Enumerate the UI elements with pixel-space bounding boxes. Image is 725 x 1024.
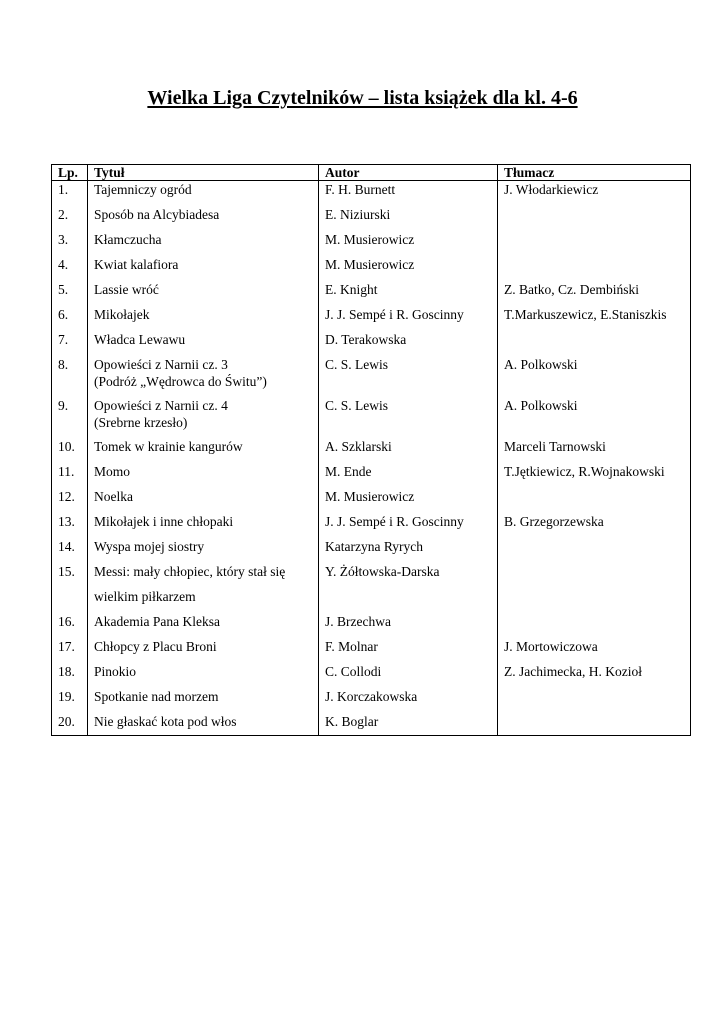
cell-title [88,306,319,331]
cell-title [88,688,319,713]
cell-title [88,181,319,207]
cell-title [88,513,319,538]
table-row [52,331,691,356]
title-line: Akademia Pana Kleksa [94,614,220,629]
cell-author: M. Musierowicz [319,231,498,256]
table-row [52,513,691,538]
cell-translator [498,231,691,256]
cell-translator: Z. Jachimecka, H. Kozioł [498,663,691,688]
cell-author: M. Musierowicz [319,488,498,513]
cell-translator [498,613,691,638]
cell-title [88,206,319,231]
cell-lp: 17. [52,638,88,663]
header-lp: Lp. [52,165,88,181]
title-line: Nie głaskać kota pod włos [94,714,237,729]
title-line: Mikołajek i inne chłopaki [94,514,234,529]
cell-title [88,563,319,613]
cell-translator: Marceli Tarnowski [498,438,691,463]
cell-translator: J. Mortowiczowa [498,638,691,663]
cell-title [88,256,319,281]
cell-translator: A. Polkowski [498,397,691,438]
cell-title [88,488,319,513]
table-row [52,563,691,613]
cell-lp: 9. [52,397,88,438]
book-list-table [51,164,691,736]
cell-title [88,331,319,356]
table-body [52,181,691,736]
cell-lp: 1. [52,181,88,207]
cell-title [88,438,319,463]
cell-lp: 11. [52,463,88,488]
cell-lp: 19. [52,688,88,713]
cell-title [88,663,319,688]
cell-lp: 2. [52,206,88,231]
cell-lp: 4. [52,256,88,281]
title-line: Kłamczucha [94,232,162,247]
cell-lp: 3. [52,231,88,256]
header-author: Autor [319,165,498,181]
table-row [52,688,691,713]
cell-author: C. S. Lewis [319,397,498,438]
cell-translator [498,713,691,736]
table-row [52,638,691,663]
title-line: Tomek w krainie kangurów [94,439,243,454]
title-line: Messi: mały chłopiec, który stał się [94,564,286,579]
cell-author: J. Korczakowska [319,688,498,713]
cell-author: J. Brzechwa [319,613,498,638]
title-line: (Srebrne krzesło) [94,415,188,430]
title-line: Sposób na Alcybiadesa [94,207,220,222]
title-line: Władca Lewawu [94,332,186,347]
table-row [52,206,691,231]
title-line: Spotkanie nad morzem [94,689,219,704]
cell-title [88,231,319,256]
cell-translator [498,206,691,231]
cell-author: J. J. Sempé i R. Goscinny [319,306,498,331]
cell-lp: 16. [52,613,88,638]
cell-lp: 18. [52,663,88,688]
table-row [52,397,691,438]
cell-author: Y. Żółtowska-Darska [319,563,498,613]
title-line: Opowieści z Narnii cz. 3 [94,357,228,372]
cell-translator [498,488,691,513]
table-row [52,663,691,688]
cell-lp: 14. [52,538,88,563]
cell-author: J. J. Sempé i R. Goscinny [319,513,498,538]
cell-translator [498,563,691,613]
table-row [52,256,691,281]
title-line: Opowieści z Narnii cz. 4 [94,398,228,413]
title-line: Wyspa mojej siostry [94,539,205,554]
cell-lp: 13. [52,513,88,538]
cell-title [88,356,319,397]
cell-title [88,638,319,663]
table-header-row [52,165,691,181]
cell-translator [498,688,691,713]
cell-translator: T.Markuszewicz, E.Staniszkis [498,306,691,331]
title-line: (Podróż „Wędrowca do Świtu”) [94,374,267,389]
cell-lp: 10. [52,438,88,463]
cell-author: F. Molnar [319,638,498,663]
table-row [52,356,691,397]
cell-author: M. Musierowicz [319,256,498,281]
cell-translator [498,331,691,356]
cell-lp: 20. [52,713,88,736]
table-row [52,613,691,638]
title-line: Mikołajek [94,307,150,322]
cell-lp: 5. [52,281,88,306]
title-line: wielkim piłkarzem [94,589,196,604]
header-title: Tytuł [88,165,319,181]
cell-lp: 15. [52,563,88,613]
title-line: Tajemniczy ogród [94,182,192,197]
cell-title [88,713,319,736]
table-row [52,181,691,207]
page-title: Wielka Liga Czytelników – lista książek dla kl. 4-6 [147,87,578,109]
cell-author: C. Collodi [319,663,498,688]
cell-author: C. S. Lewis [319,356,498,397]
cell-author: M. Ende [319,463,498,488]
cell-translator [498,538,691,563]
cell-lp: 8. [52,356,88,397]
cell-author: K. Boglar [319,713,498,736]
cell-translator: T.Jętkiewicz, R.Wojnakowski [498,463,691,488]
cell-author: F. H. Burnett [319,181,498,207]
cell-translator: A. Polkowski [498,356,691,397]
title-line: Lassie wróć [94,282,159,297]
cell-lp: 12. [52,488,88,513]
cell-author: E. Niziurski [319,206,498,231]
table-row [52,438,691,463]
cell-title [88,613,319,638]
cell-translator [498,256,691,281]
title-line: Pinokio [94,664,137,679]
title-line: Chłopcy z Placu Broni [94,639,217,654]
cell-translator: J. Włodarkiewicz [498,181,691,207]
cell-translator: Z. Batko, Cz. Dembiński [498,281,691,306]
title-line: Noelka [94,489,133,504]
table-row [52,463,691,488]
table-row [52,231,691,256]
table-row [52,306,691,331]
header-translator: Tłumacz [498,165,691,181]
cell-translator: B. Grzegorzewska [498,513,691,538]
cell-title [88,281,319,306]
cell-author: E. Knight [319,281,498,306]
table-row [52,281,691,306]
title-line: Momo [94,464,131,479]
cell-title [88,397,319,438]
cell-title [88,463,319,488]
cell-author: A. Szklarski [319,438,498,463]
title-line: Kwiat kalafiora [94,257,179,272]
cell-lp: 7. [52,331,88,356]
table-row [52,488,691,513]
cell-author: Katarzyna Ryrych [319,538,498,563]
cell-author: D. Terakowska [319,331,498,356]
cell-lp: 6. [52,306,88,331]
table-row [52,713,691,736]
